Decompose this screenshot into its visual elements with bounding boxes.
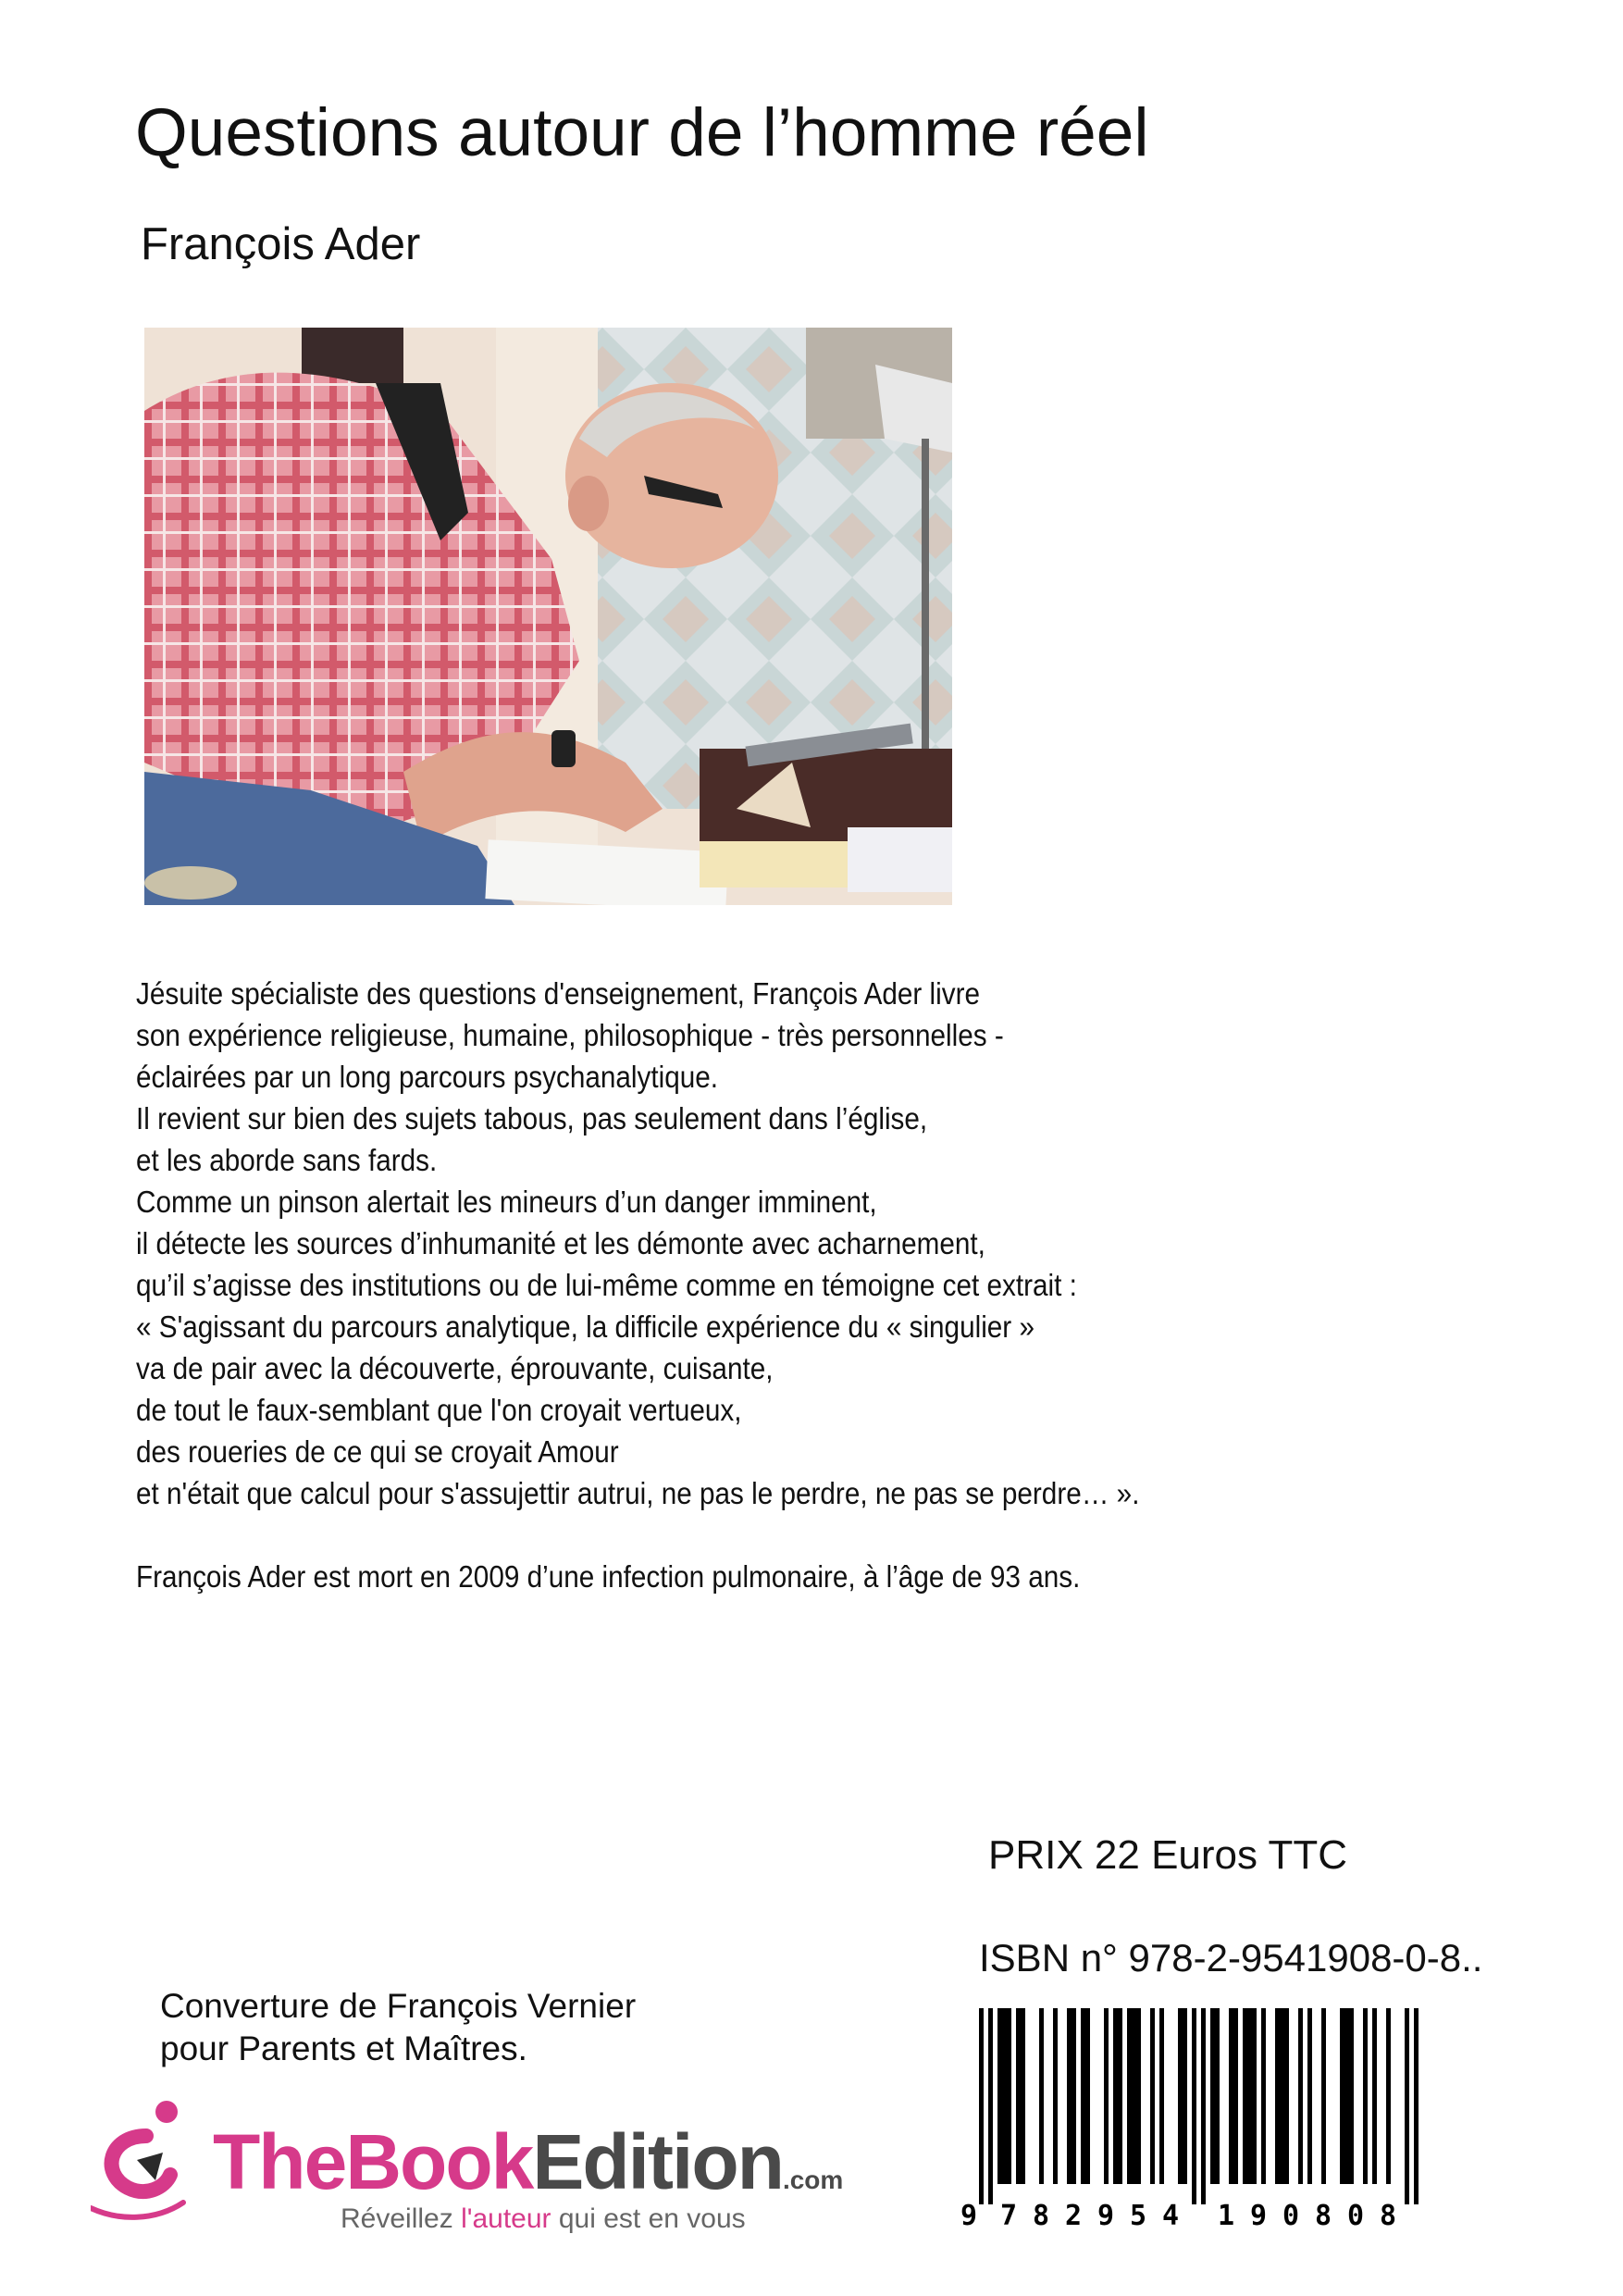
description-line: éclairées par un long parcours psychanalytique. [136,1060,719,1094]
barcode-bar [1284,2008,1289,2184]
description-line: va de pair avec la découverte, éprouvante, cuisante, [136,1351,774,1385]
description-line: des roueries de ce qui se croyait Amour [136,1434,619,1469]
barcode-graphic [944,2008,1462,2230]
barcode-digit: 0 [1347,2200,1365,2230]
paragraph-spacer [136,1514,1219,1556]
barcode-bar [1233,2008,1238,2184]
description-line: qu’il s’agisse des institutions ou de lui-même comme en témoigne cet extrait : [136,1268,1077,1302]
barcode-digit: 8 [1380,2200,1397,2230]
barcode-bar [1127,2008,1132,2184]
barcode-bar [1085,2008,1090,2184]
description-line: « S'agissant du parcours analytique, la difficile expérience du « singulier » [136,1309,1035,1344]
tagline-highlight: l'auteur [461,2203,551,2234]
barcode-digit: 2 [1065,2200,1083,2230]
barcode-bar [1298,2008,1303,2184]
logo-word-the: The [213,2118,346,2205]
barcode-bar [1053,2008,1058,2184]
barcode-bar [988,2008,993,2204]
barcode-bar [1344,2008,1349,2184]
isbn-barcode [944,2008,1462,2230]
logo-word-book: Book [345,2118,533,2205]
price-label: PRIX 22 Euros TTC [988,1832,1347,1878]
author-photo [144,328,952,905]
barcode-bar [1321,2008,1326,2184]
author-portrait-photo [144,328,952,905]
barcode-bar [1007,2008,1011,2184]
barcode-bar [1280,2008,1284,2184]
description-line: Il revient sur bien des sujets tabous, pas seulement dans l’église, [136,1101,928,1136]
book-author: François Ader [141,219,421,269]
barcode-bar [1363,2008,1368,2184]
description-line: et n'était que calcul pour s'assujettir autrui, ne pas le perdre, ne pas se perdre… ». [136,1476,1140,1510]
barcode-digit: 8 [1315,2200,1332,2230]
tagline-pre: Réveillez [341,2203,462,2234]
barcode-bar [979,2008,984,2204]
barcode-bar [1229,2008,1233,2184]
barcode-bar [1275,2008,1280,2184]
barcode-bar [1405,2008,1409,2204]
thebookedition-logo-icon [91,2099,202,2228]
tagline-post: qui est en vous [551,2203,746,2234]
barcode-bar [1386,2008,1391,2184]
closing-line: François Ader est mort en 2009 d’une infection pulmonaire, à l’âge de 93 ans. [136,1559,1081,1594]
barcode-bar [1349,2008,1354,2184]
barcode-bar [1132,2008,1136,2184]
barcode-digit: 5 [1130,2200,1147,2230]
description-line: son expérience religieuse, humaine, philosophique - très personnelles - [136,1018,1004,1052]
barcode-bar [1247,2008,1252,2184]
barcode-bar [1067,2008,1072,2184]
barcode-bar [1210,2008,1215,2184]
publisher-logo [91,2099,849,2247]
barcode-digit: 0 [1282,2200,1300,2230]
barcode-bar [1002,2008,1007,2184]
barcode-bar [1113,2008,1118,2184]
barcode-bar [1016,2008,1021,2184]
barcode-bar [1021,2008,1025,2184]
barcode-bar [997,2008,1002,2184]
barcode-digit: 7 [1000,2200,1018,2230]
barcode-bar [1118,2008,1122,2184]
barcode-bar [1340,2008,1344,2184]
barcode-digit: 9 [1250,2200,1268,2230]
barcode-bar [1201,2008,1206,2204]
description-line: et les aborde sans fards. [136,1143,438,1177]
description-line: Comme un pinson alertait les mineurs d’un danger imminent, [136,1185,877,1219]
barcode-bar [1183,2008,1187,2184]
barcode-digit: 9 [1097,2200,1115,2230]
barcode-bar [1081,2008,1085,2184]
cover-credit [160,1985,636,2070]
barcode-bar [1039,2008,1044,2184]
description-line: il détecte les sources d’inhumanité et les démonte avec acharnement, [136,1226,985,1260]
barcode-bar [1136,2008,1141,2184]
back-cover-description [136,973,1219,1597]
barcode-digit: 8 [1033,2200,1050,2230]
logo-word-edition: Edition [532,2118,783,2205]
barcode-bar [1072,2008,1076,2184]
description-line: de tout le faux-semblant que l'on croyait vertueux, [136,1393,742,1427]
barcode-bar [1159,2008,1164,2184]
barcode-digit: 9 [960,2200,978,2230]
cover-credit-line: pour Parents et Maîtres. [160,2029,527,2067]
barcode-digit: 1 [1218,2200,1235,2230]
barcode-bar [1372,2008,1377,2184]
barcode-bar [1261,2008,1266,2184]
logo-word-dotcom: .com [782,2166,844,2194]
book-title: Questions autour de l’homme réel [135,95,1149,170]
barcode-bar [1150,2008,1155,2184]
logo-tagline [341,2203,746,2236]
barcode-digit: 4 [1162,2200,1180,2230]
barcode-bar [1307,2008,1312,2184]
barcode-bar [1178,2008,1183,2184]
barcode-bar [1104,2008,1109,2184]
isbn-label: ISBN n° 978-2-9541908-0-8.. [979,1936,1483,1980]
barcode-bar [1252,2008,1257,2184]
cover-credit-line: Converture de François Vernier [160,1987,637,2025]
description-line: Jésuite spécialiste des questions d'enseignement, François Ader livre [136,976,981,1011]
barcode-bar [1414,2008,1419,2204]
barcode-bar [1243,2008,1247,2184]
barcode-bar [1192,2008,1196,2204]
barcode-bar [1215,2008,1220,2184]
